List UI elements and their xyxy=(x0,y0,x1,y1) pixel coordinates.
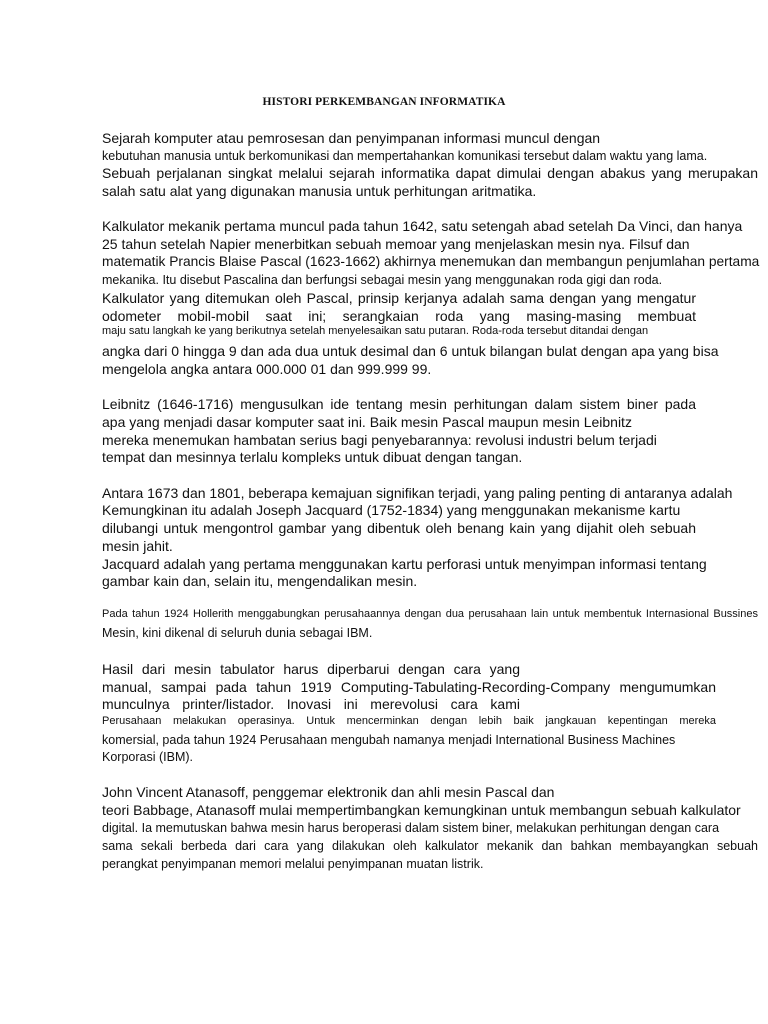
text-line: Kemungkinan itu adalah Joseph Jacquard (1752-1834) yang menggunakan mekanisme kartu xyxy=(102,502,681,518)
text-line: dilubangi untuk mengontrol gambar yang dibentuk oleh benang kain yang dijahit oleh sebuah xyxy=(102,520,696,536)
text-line: mekanika. Itu disebut Pascalina dan berfungsi sebagai mesin yang menggunakan roda gigi dan roda. xyxy=(102,273,663,287)
text-line: tempat dan mesinnya terlalu kompleks untuk dibuat dengan tangan. xyxy=(102,449,523,465)
text-line: sama sekali berbeda dari cara yang dilakukan oleh kalkulator mekanik dan bahkan membayangkan sebuah xyxy=(102,839,758,853)
text-line: Leibnitz (1646-1716) mengusulkan ide tentang mesin perhitungan dalam sistem biner pada xyxy=(102,396,696,412)
text-line: salah satu alat yang digunakan manusia untuk perhitungan aritmatika. xyxy=(102,183,537,199)
text-line: angka dari 0 hingga 9 dan ada dua untuk desimal dan 6 untuk bilangan bulat dengan apa yang bisa xyxy=(102,343,719,359)
text-line: Korporasi (IBM). xyxy=(102,750,193,764)
text-line: Hasil dari mesin tabulator harus diperbarui dengan cara yang xyxy=(102,661,520,677)
text-line: mengelola angka antara 000.000 01 dan 999.999 99. xyxy=(102,361,432,377)
text-line: 25 tahun setelah Napier menerbitkan sebuah memoar yang menjelaskan mesin nya. Filsuf dan xyxy=(102,236,690,252)
text-line: Sejarah komputer atau pemrosesan dan penyimpanan informasi muncul dengan xyxy=(102,130,601,146)
text-line: matematik Prancis Blaise Pascal (1623-1662) akhirnya menemukan dan membangun penjumlahan pertama xyxy=(102,254,760,269)
text-line: mereka menemukan hambatan serius bagi penyebarannya: revolusi industri belum terjadi xyxy=(102,432,657,448)
text-line: teori Babbage, Atanasoff mulai mempertimbangkan kemungkinan untuk membangun sebuah kalkulator xyxy=(102,802,741,818)
text-line: Perusahaan melakukan operasinya. Untuk mencerminkan dengan lebih baik jangkauan kepentingan mereka xyxy=(102,715,716,727)
text-line: kebutuhan manusia untuk berkomunikasi dan mempertahankan komunikasi tersebut dalam waktu yang lama. xyxy=(102,149,708,163)
text-line: apa yang menjadi dasar komputer saat ini. Baik mesin Pascal maupun mesin Leibnitz xyxy=(102,414,632,430)
text-line: Mesin, kini dikenal di seluruh dunia sebagai IBM. xyxy=(102,626,373,640)
text-line: odometer mobil-mobil saat ini; serangkaian roda yang masing-masing membuat xyxy=(102,308,696,324)
text-line: Kalkulator yang ditemukan oleh Pascal, prinsip kerjanya adalah sama dengan yang mengatur xyxy=(102,290,696,306)
text-line: Jacquard adalah yang pertama menggunakan kartu perforasi untuk menyimpan informasi tentang xyxy=(102,556,707,572)
text-line: John Vincent Atanasoff, penggemar elektronik dan ahli mesin Pascal dan xyxy=(102,784,555,800)
text-line: munculnya printer/listador. Inovasi ini merevolusi cara kami xyxy=(102,696,520,712)
text-line: Pada tahun 1924 Hollerith menggabungkan perusahaannya dengan dua perusahaan lain untuk membentuk Internasional Bussines xyxy=(102,608,758,620)
text-line: komersial, pada tahun 1924 Perusahaan mengubah namanya menjadi International Business Machines xyxy=(102,733,676,747)
text-line: maju satu langkah ke yang berikutnya setelah menyelesaikan satu putaran. Roda-roda tersebut ditandai dengan xyxy=(102,325,649,337)
text-line: Kalkulator mekanik pertama muncul pada tahun 1642, satu setengah abad setelah Da Vinci, dan hanya xyxy=(102,218,743,234)
document-title: HISTORI PERKEMBANGAN INFORMATIKA xyxy=(262,96,506,108)
text-line: perangkat penyimpanan memori melalui penyimpanan muatan listrik. xyxy=(102,857,484,871)
text-line: digital. Ia memutuskan bahwa mesin harus beroperasi dalam sistem biner, melakukan perhitungan dengan cara xyxy=(102,821,720,835)
text-line: gambar kain dan, selain itu, mengendalikan mesin. xyxy=(102,573,418,589)
text-line: manual, sampai pada tahun 1919 Computing-Tabulating-Recording-Company mengumumkan xyxy=(102,679,716,695)
text-line: mesin jahit. xyxy=(102,538,173,554)
text-line: Antara 1673 dan 1801, beberapa kemajuan signifikan terjadi, yang paling penting di antaranya adalah xyxy=(102,485,733,501)
text-line: Sebuah perjalanan singkat melalui sejarah informatika dapat dimulai dengan abakus yang merupakan xyxy=(102,165,758,181)
